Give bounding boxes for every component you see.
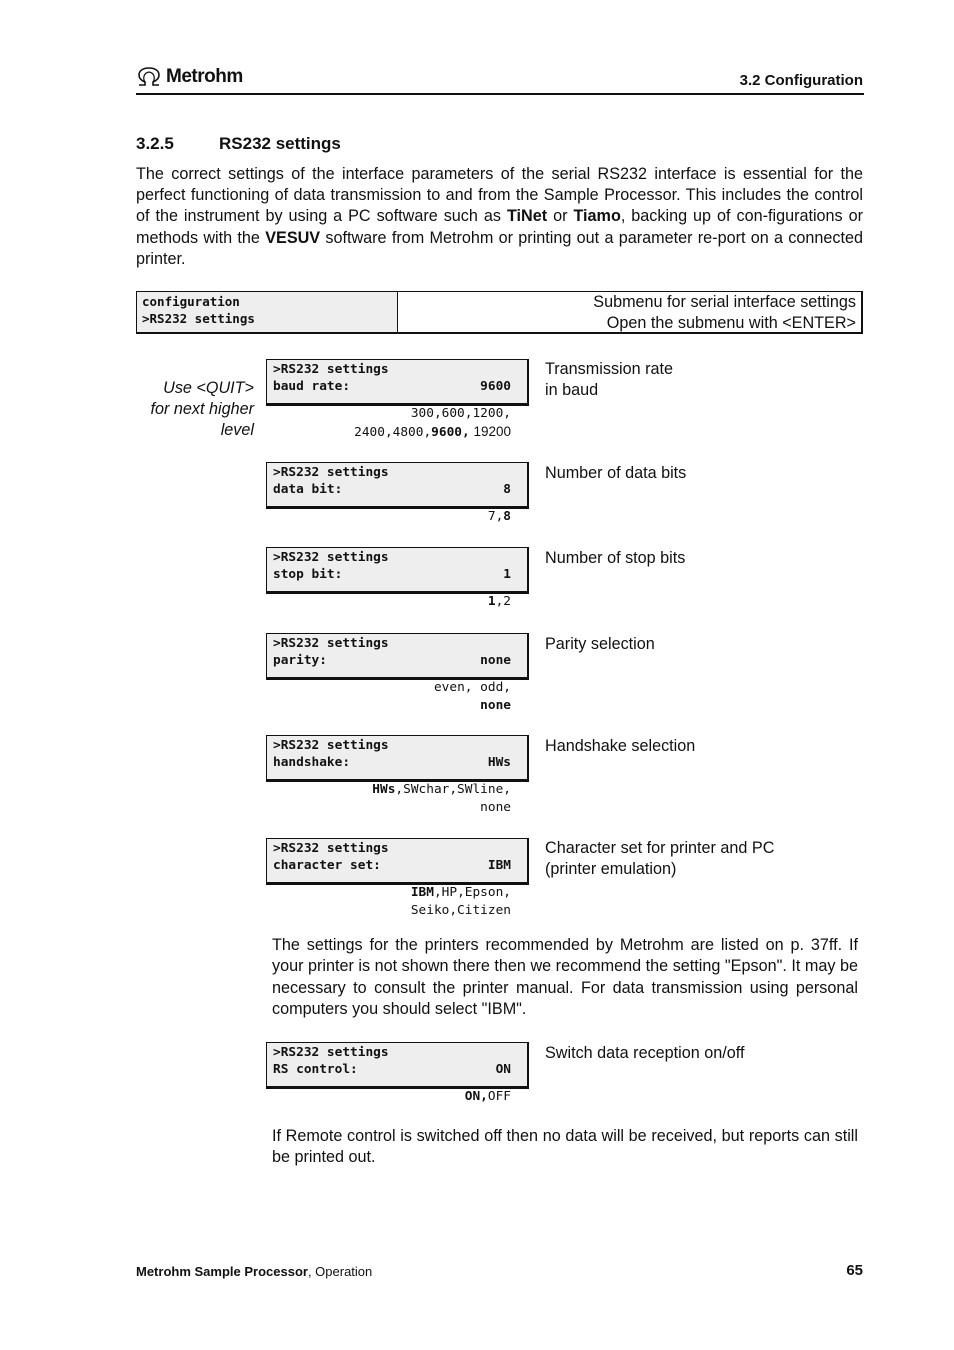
logo-text: Metrohm [166,66,243,87]
display-handshake: >RS232 settings handshake: HWs [266,735,529,782]
metrohm-logo [136,66,243,88]
desc-handshake: Handshake selection [545,737,696,755]
printer-note: The settings for the printers recommended by Metrohm are listed on p. 37ff. If your printer is not shown there then we recommend the setting "Epson". It may be necessary to consult the printer manual. For data transmission using personal computers you should select "IBM". [272,936,858,1018]
display-stop-bit: >RS232 settings stop bit: 1 [266,547,529,594]
options-handshake: HWs,SWchar,SWline, none [372,782,511,815]
options-parity: even, odd, none [433,680,511,713]
desc-data-bit: Number of data bits [545,464,687,482]
omega-icon [136,67,162,87]
desc-character-set: Character set for printer and PC (printer emulation) [545,839,775,878]
footer-product: Metrohm Sample Processor, Operation [136,1264,373,1279]
section-title: RS232 settings [219,134,341,153]
display-rs-control: >RS232 settings RS control: ON [266,1042,529,1089]
quit-note: Use <QUIT> for next higher level [150,379,254,439]
options-data-bit: 7,8 [487,509,511,524]
options-rs-control: ON,OFF [464,1089,511,1104]
intro-paragraph: The correct settings of the interface parameters of the serial RS232 interface is essential for the perfect functioning of data transmission to and from the Sample Processor. This includes the control of the instrument by using a PC software such as TiNet or Tiamo, backing up of con-figurations or methods with the VESUV software from Metrohm or printing out a parameter re-port on a connected printer. [136,165,864,268]
options-baud-rate: 300,600,1200, 2400,4800,9600, 19200 [354,406,511,440]
options-character-set: IBM,HP,Epson, Seiko,Citizen [410,885,511,918]
display-character-set: >RS232 settings character set: IBM [266,838,529,885]
section-reference: 3.2 Configuration [739,72,863,89]
menu-path: configuration >RS232 settings [137,292,398,332]
header-rule [136,93,864,95]
section-number: 3.2.5 [136,134,174,153]
display-baud-rate: >RS232 settings baud rate: 9600 [266,359,529,406]
page-number: 65 [846,1262,863,1279]
options-stop-bit: 1,2 [487,594,511,609]
desc-stop-bit: Number of stop bits [545,549,686,567]
desc-parity: Parity selection [545,635,655,653]
display-data-bit: >RS232 settings data bit: 8 [266,462,529,509]
configuration-menu-row [136,291,863,334]
menu-description: Submenu for serial interface settings Open the submenu with <ENTER> [593,293,856,332]
display-parity: >RS232 settings parity: none [266,633,529,680]
desc-rs-control: Switch data reception on/off [545,1044,745,1062]
remote-note: If Remote control is switched off then no data will be received, but reports can still be printed out. [272,1127,858,1167]
desc-baud-rate: Transmission rate in baud [545,360,674,399]
